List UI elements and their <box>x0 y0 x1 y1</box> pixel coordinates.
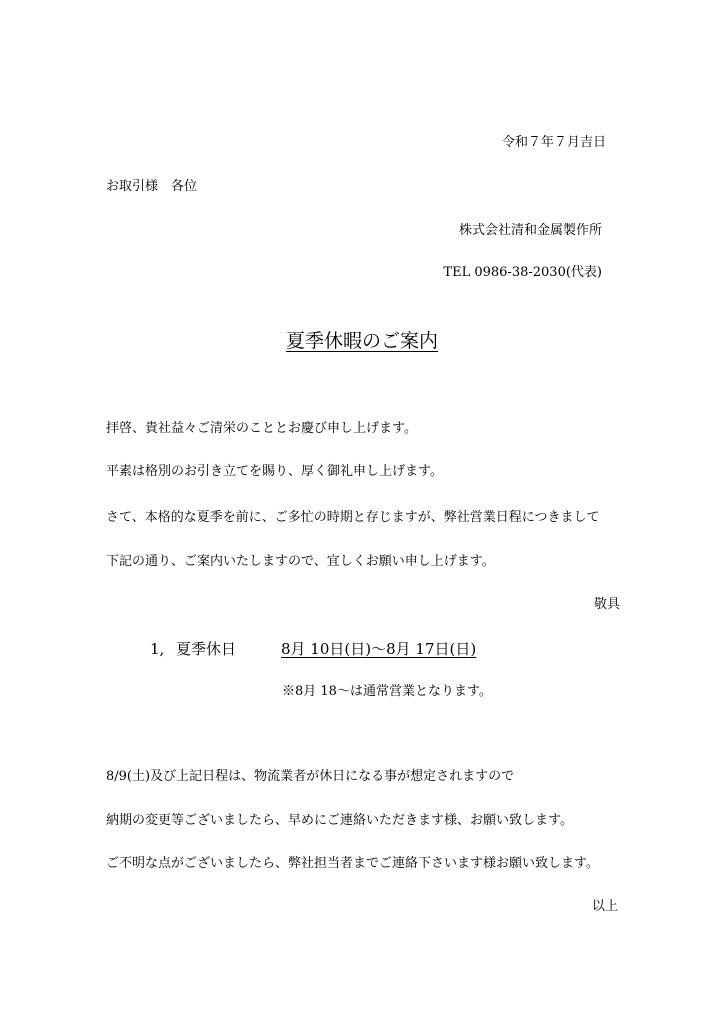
document-title-text: 夏季休暇のご案内 <box>285 330 438 352</box>
holiday-item-dates: 8月 10日(日)～8月 17日(日) <box>281 640 477 658</box>
announcement-paragraph-1: さて、本格的な夏季を前に、ご多忙の時期と存じますが、弊社営業日程につきまして <box>106 510 600 525</box>
announcement-paragraph-2: 下記の通り、ご案内いたしますので、宜しくお願い申し上げます。 <box>106 554 495 569</box>
company-name: 株式会社清和金属製作所 <box>458 223 602 238</box>
logistics-note: 8/9(土)及び上記日程は、物流業者が休日になる事が想定されますので <box>106 769 515 784</box>
ijou-closing: 以上 <box>591 899 618 914</box>
document-title <box>0 328 724 354</box>
delivery-change-note: 納期の変更等ございましたら、早めにご連絡いただきます様、お願い致します。 <box>106 813 573 828</box>
contact-note: ご不明な点がございましたら、弊社担当者までご連絡下さいます様お願い致します。 <box>106 856 599 871</box>
thanks-paragraph: 平素は格別のお引き立てを賜り、厚く御礼申し上げます。 <box>106 464 443 479</box>
recipient-line: お取引様 各位 <box>106 179 198 194</box>
holiday-item <box>150 638 476 660</box>
holiday-item-label: 夏季休日 <box>176 640 237 658</box>
holiday-item-number: 1, <box>150 640 165 658</box>
document-date: 令和７年７月吉日 <box>501 135 606 150</box>
keigu-closing: 敬具 <box>593 597 620 612</box>
greeting-paragraph: 拝啓、貴社益々ご清栄のこととお慶び申し上げます。 <box>106 421 417 436</box>
holiday-item-note: ※8月 18～は通常営業となります。 <box>282 684 492 699</box>
company-telephone: TEL 0986-38-2030(代表) <box>443 265 602 280</box>
